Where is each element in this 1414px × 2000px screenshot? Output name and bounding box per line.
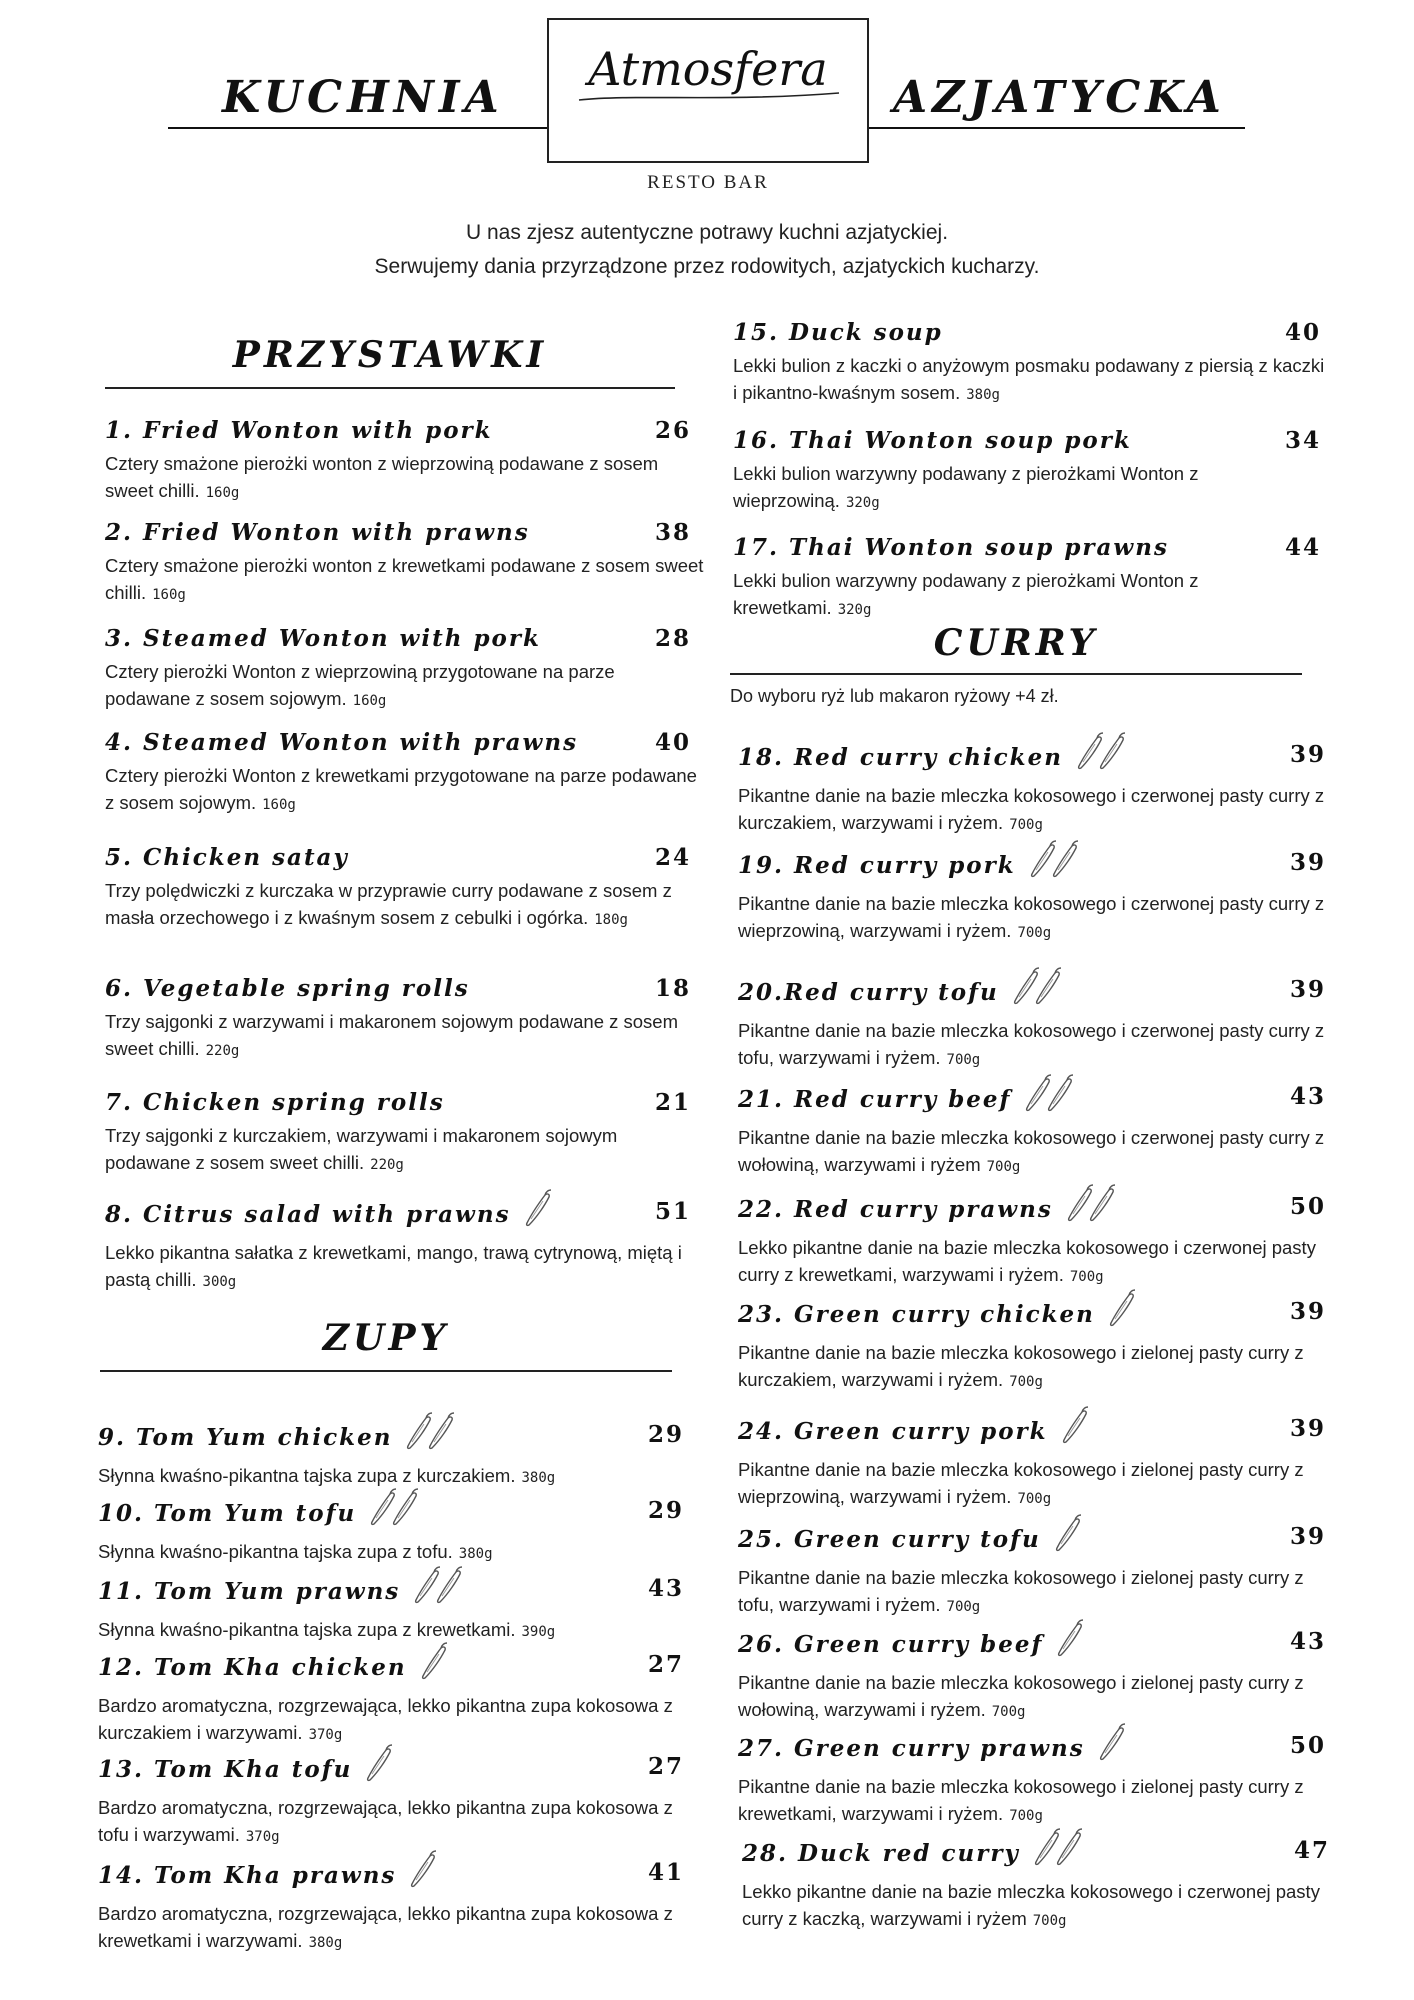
header-left-word: KUCHNIA <box>222 72 504 123</box>
item-name: 12. Tom Kha chicken <box>98 1650 703 1688</box>
menu-item <box>98 1574 703 1646</box>
item-name: 16. Thai Wonton soup pork <box>733 427 1132 454</box>
item-weight: 390g <box>521 1624 556 1640</box>
item-name: 21. Red curry beef <box>738 1082 1338 1120</box>
item-price: 24 <box>655 844 692 871</box>
item-price: 29 <box>648 1497 685 1524</box>
item-weight: 700g <box>1017 1491 1052 1507</box>
item-name: 6. Vegetable spring rolls <box>105 975 470 1002</box>
item-name: 2. Fried Wonton with prawns <box>105 519 530 546</box>
item-desc: Trzy polędwiczki z kurczaka w przyprawie curry podawane z sosem z masła orzechowego i z kwaśnym sosem z cebulki i ogórka. 180g <box>105 880 672 928</box>
chili-icon <box>1053 1619 1075 1665</box>
item-desc: Bardzo aromatyczna, rozgrzewająca, lekko pikantna zupa kokosowa z tofu i warzywami. 370g <box>98 1797 673 1845</box>
chili-icon <box>362 1744 384 1790</box>
item-name: 7. Chicken spring rolls <box>105 1089 445 1116</box>
logo-swash-icon <box>577 90 841 104</box>
chili-icon <box>410 1566 454 1612</box>
item-desc: Pikantne danie na bazie mleczka kokosowego i zielonej pasty curry z tofu, warzywami i ryżem. 700g <box>738 1567 1304 1615</box>
item-desc: Słynna kwaśno-pikantna tajska zupa z kurczakiem. 380g <box>98 1465 556 1486</box>
item-weight: 700g <box>1009 817 1043 833</box>
chili-icon <box>1009 967 1053 1013</box>
section-rule-przystawki <box>105 387 675 389</box>
item-name: 24. Green curry pork <box>738 1414 1338 1452</box>
menu-item <box>98 1858 703 1957</box>
header-left-rule <box>168 127 548 129</box>
menu-item <box>105 1197 705 1296</box>
item-name: 15. Duck soup <box>733 319 943 346</box>
item-desc: Bardzo aromatyczna, rozgrzewająca, lekko pikantna zupa kokosowa z krewetkami i warzywami. 380g <box>98 1903 673 1951</box>
item-desc: Lekko pikantne danie na bazie mleczka kokosowego i czerwonej pasty curry z kaczką, warzywami i ryżem 700g <box>742 1881 1320 1929</box>
chili-icon <box>1095 1723 1117 1769</box>
header-right-word: AZJATYCKA <box>893 72 1226 123</box>
item-weight: 160g <box>262 797 296 813</box>
menu-item <box>738 1082 1338 1181</box>
item-weight: 160g <box>352 693 387 709</box>
item-name: 8. Citrus salad with prawns <box>105 1197 705 1235</box>
item-desc: Pikantne danie na bazie mleczka kokosowego i zielonej pasty curry z kurczakiem, warzywami i ryżem. 700g <box>738 1342 1304 1390</box>
item-price: 43 <box>1290 1083 1327 1110</box>
item-name: 11. Tom Yum prawns <box>98 1574 703 1612</box>
menu-item <box>105 974 705 1065</box>
menu-item <box>733 426 1333 517</box>
item-name: 23. Green curry chicken <box>738 1297 1338 1335</box>
item-weight: 320g <box>837 602 872 618</box>
item-price: 21 <box>655 1089 692 1116</box>
item-price: 18 <box>655 975 692 1002</box>
chili-icon <box>1051 1514 1073 1560</box>
chili-icon <box>417 1642 439 1688</box>
item-price: 27 <box>648 1651 685 1678</box>
item-weight: 700g <box>1009 1374 1043 1390</box>
intro-line-2: Serwujemy dania przyrządzone przez rodowitych, azjatyckich kucharzy. <box>374 255 1040 278</box>
item-weight: 700g <box>991 1704 1026 1720</box>
item-name: 28. Duck red curry <box>742 1836 1338 1874</box>
item-weight: 380g <box>308 1935 343 1951</box>
item-weight: 220g <box>205 1043 240 1059</box>
chili-icon <box>1030 1828 1074 1874</box>
item-weight: 380g <box>458 1546 493 1562</box>
item-price: 50 <box>1290 1732 1327 1759</box>
chili-icon <box>1105 1289 1127 1335</box>
item-price: 29 <box>648 1421 685 1448</box>
item-desc: Słynna kwaśno-pikantna tajska zupa z tofu. 380g <box>98 1541 493 1562</box>
menu-item <box>105 624 705 715</box>
item-price: 39 <box>1290 849 1327 876</box>
menu-item <box>738 1297 1338 1396</box>
chili-icon <box>366 1488 410 1534</box>
item-price: 40 <box>655 729 692 756</box>
item-desc: Lekki bulion warzywny podawany z pierożkami Wonton z wieprzowiną. 320g <box>733 463 1199 511</box>
item-desc: Trzy sajgonki z kurczakiem, warzywami i makaronem sojowym podawane z sosem sweet chilli. 220g <box>105 1125 618 1173</box>
chili-icon <box>1026 840 1070 886</box>
menu-item <box>738 1627 1338 1726</box>
item-desc: Cztery smażone pierożki wonton z wieprzowiną podawane z sosem sweet chilli. 160g <box>105 453 659 501</box>
item-desc: Lekki bulion z kaczki o anyżowym posmaku podawany z piersią z kaczki i pikantno-kwaśnym sosem. 380g <box>733 355 1325 403</box>
item-desc: Pikantne danie na bazie mleczka kokosowego i czerwonej pasty curry z tofu, warzywami i ryżem. 700g <box>738 1020 1325 1068</box>
item-desc: Bardzo aromatyczna, rozgrzewająca, lekko pikantna zupa kokosowa z kurczakiem i warzywami. 370g <box>98 1695 673 1743</box>
item-weight: 700g <box>946 1052 981 1068</box>
menu-item <box>105 518 705 609</box>
item-name: 4. Steamed Wonton with prawns <box>105 729 579 756</box>
item-name: 25. Green curry tofu <box>738 1522 1338 1560</box>
item-name: 20.Red curry tofu <box>738 975 1338 1013</box>
menu-item <box>742 1836 1338 1935</box>
item-weight: 700g <box>986 1159 1021 1175</box>
item-name: 1. Fried Wonton with pork <box>105 417 493 444</box>
section-title-curry: CURRY <box>933 622 1099 664</box>
menu-item <box>98 1752 703 1851</box>
item-name: 26. Green curry beef <box>738 1627 1338 1665</box>
item-price: 43 <box>648 1575 685 1602</box>
item-price: 38 <box>655 519 692 546</box>
menu-item <box>733 318 1333 409</box>
menu-item <box>105 1088 705 1179</box>
item-price: 51 <box>655 1198 692 1225</box>
item-desc: Słynna kwaśno-pikantna tajska zupa z krewetkami. 390g <box>98 1619 556 1640</box>
menu-item <box>98 1420 703 1492</box>
item-name: 27. Green curry prawns <box>738 1731 1338 1769</box>
item-name: 9. Tom Yum chicken <box>98 1420 703 1458</box>
section-title-przystawki: PRZYSTAWKI <box>232 334 548 376</box>
chili-icon <box>1021 1074 1065 1120</box>
item-name: 5. Chicken satay <box>105 844 349 871</box>
item-desc: Lekki bulion warzywny podawany z pierożkami Wonton z krewetkami. 320g <box>733 570 1199 618</box>
item-name: 19. Red curry pork <box>738 848 1338 886</box>
item-weight: 700g <box>1069 1269 1104 1285</box>
item-desc: Cztery pierożki Wonton z krewetkami przygotowane na parze podawane z sosem sojowym. 160g <box>105 765 697 813</box>
item-price: 34 <box>1285 427 1322 454</box>
menu-item <box>738 1192 1338 1291</box>
item-price: 39 <box>1290 741 1327 768</box>
item-price: 28 <box>655 625 692 652</box>
item-weight: 700g <box>1032 1913 1067 1929</box>
item-name: 18. Red curry chicken <box>738 740 1338 778</box>
chili-icon <box>1063 1184 1107 1230</box>
curry-note: Do wyboru ryż lub makaron ryżowy +4 zł. <box>730 686 1059 706</box>
logo-sub: RESTO BAR <box>549 172 867 194</box>
intro <box>0 216 1414 284</box>
item-weight: 700g <box>1009 1808 1043 1824</box>
menu-item <box>738 740 1338 839</box>
menu-item <box>738 1414 1338 1513</box>
item-weight: 700g <box>946 1599 981 1615</box>
item-name: 3. Steamed Wonton with pork <box>105 625 541 652</box>
item-name: 10. Tom Yum tofu <box>98 1496 703 1534</box>
item-price: 44 <box>1285 534 1322 561</box>
item-name: 22. Red curry prawns <box>738 1192 1338 1230</box>
menu-item <box>98 1496 703 1568</box>
item-desc: Pikantne danie na bazie mleczka kokosowego i zielonej pasty curry z wieprzowiną, warzywami i ryżem. 700g <box>738 1459 1304 1507</box>
logo <box>547 18 869 193</box>
item-price: 41 <box>648 1859 685 1886</box>
item-price: 39 <box>1290 976 1327 1003</box>
item-weight: 370g <box>245 1829 280 1845</box>
item-weight: 380g <box>521 1470 556 1486</box>
item-desc: Pikantne danie na bazie mleczka kokosowego i zielonej pasty curry z wołowiną, warzywami i ryżem. 700g <box>738 1672 1304 1720</box>
section-title-zupy: ZUPY <box>322 1317 450 1359</box>
chili-icon <box>1073 732 1117 778</box>
header-right-rule <box>868 127 1245 129</box>
item-weight: 160g <box>152 587 186 603</box>
item-weight: 160g <box>205 485 240 501</box>
item-price: 47 <box>1294 1837 1331 1864</box>
chili-icon <box>402 1412 446 1458</box>
chili-icon <box>521 1189 543 1235</box>
chili-icon <box>1058 1406 1080 1452</box>
item-desc: Cztery pierożki Wonton z wieprzowiną przygotowane na parze podawane z sosem sojowym. 160g <box>105 661 615 709</box>
item-desc: Pikantne danie na bazie mleczka kokosowego i czerwonej pasty curry z wołowiną, warzywami i ryżem 700g <box>738 1127 1325 1175</box>
menu-item <box>98 1650 703 1749</box>
item-price: 27 <box>648 1753 685 1780</box>
section-rule-zupy <box>100 1370 672 1372</box>
logo-script: Atmosfera <box>588 42 828 96</box>
item-name: 17. Thai Wonton soup prawns <box>733 534 1169 561</box>
menu-item <box>105 843 705 934</box>
item-price: 40 <box>1285 319 1322 346</box>
menu-item <box>738 1522 1338 1621</box>
menu-item <box>733 533 1333 624</box>
item-price: 43 <box>1290 1628 1327 1655</box>
chili-icon <box>406 1850 428 1896</box>
menu-item <box>105 416 705 507</box>
item-desc: Pikantne danie na bazie mleczka kokosowego i zielonej pasty curry z krewetkami, warzywami i ryżem. 700g <box>738 1776 1304 1824</box>
item-weight: 700g <box>1017 925 1052 941</box>
menu-item <box>738 975 1338 1074</box>
item-price: 39 <box>1290 1523 1327 1550</box>
item-price: 39 <box>1290 1298 1327 1325</box>
item-weight: 370g <box>308 1727 343 1743</box>
item-desc: Trzy sajgonki z warzywami i makaronem sojowym podawane z sosem sweet chilli. 220g <box>105 1011 679 1059</box>
item-weight: 300g <box>202 1274 237 1290</box>
item-price: 50 <box>1290 1193 1327 1220</box>
item-weight: 320g <box>845 495 880 511</box>
item-price: 39 <box>1290 1415 1327 1442</box>
item-desc: Lekko pikantne danie na bazie mleczka kokosowego i czerwonej pasty curry z krewetkami, warzywami i ryżem. 700g <box>738 1237 1316 1285</box>
intro-line-1: U nas zjesz autentyczne potrawy kuchni azjatyckiej. <box>465 221 949 244</box>
menu-item <box>105 728 705 819</box>
menu-item <box>738 848 1338 947</box>
item-desc: Cztery smażone pierożki wonton z krewetkami podawane z sosem sweet chilli. 160g <box>105 555 704 603</box>
item-weight: 180g <box>594 912 628 928</box>
item-name: 14. Tom Kha prawns <box>98 1858 703 1896</box>
item-desc: Pikantne danie na bazie mleczka kokosowego i czerwonej pasty curry z wieprzowiną, warzywami i ryżem. 700g <box>738 893 1325 941</box>
item-price: 26 <box>655 417 692 444</box>
item-desc: Pikantne danie na bazie mleczka kokosowego i czerwonej pasty curry z kurczakiem, warzywami i ryżem. 700g <box>738 785 1325 833</box>
item-name: 13. Tom Kha tofu <box>98 1752 703 1790</box>
item-desc: Lekko pikantna sałatka z krewetkami, mango, trawą cytrynową, miętą i pastą chilli. 300g <box>105 1242 682 1290</box>
item-weight: 380g <box>966 387 1000 403</box>
menu-item <box>738 1731 1338 1830</box>
item-weight: 220g <box>370 1157 404 1173</box>
section-rule-curry <box>730 673 1302 675</box>
